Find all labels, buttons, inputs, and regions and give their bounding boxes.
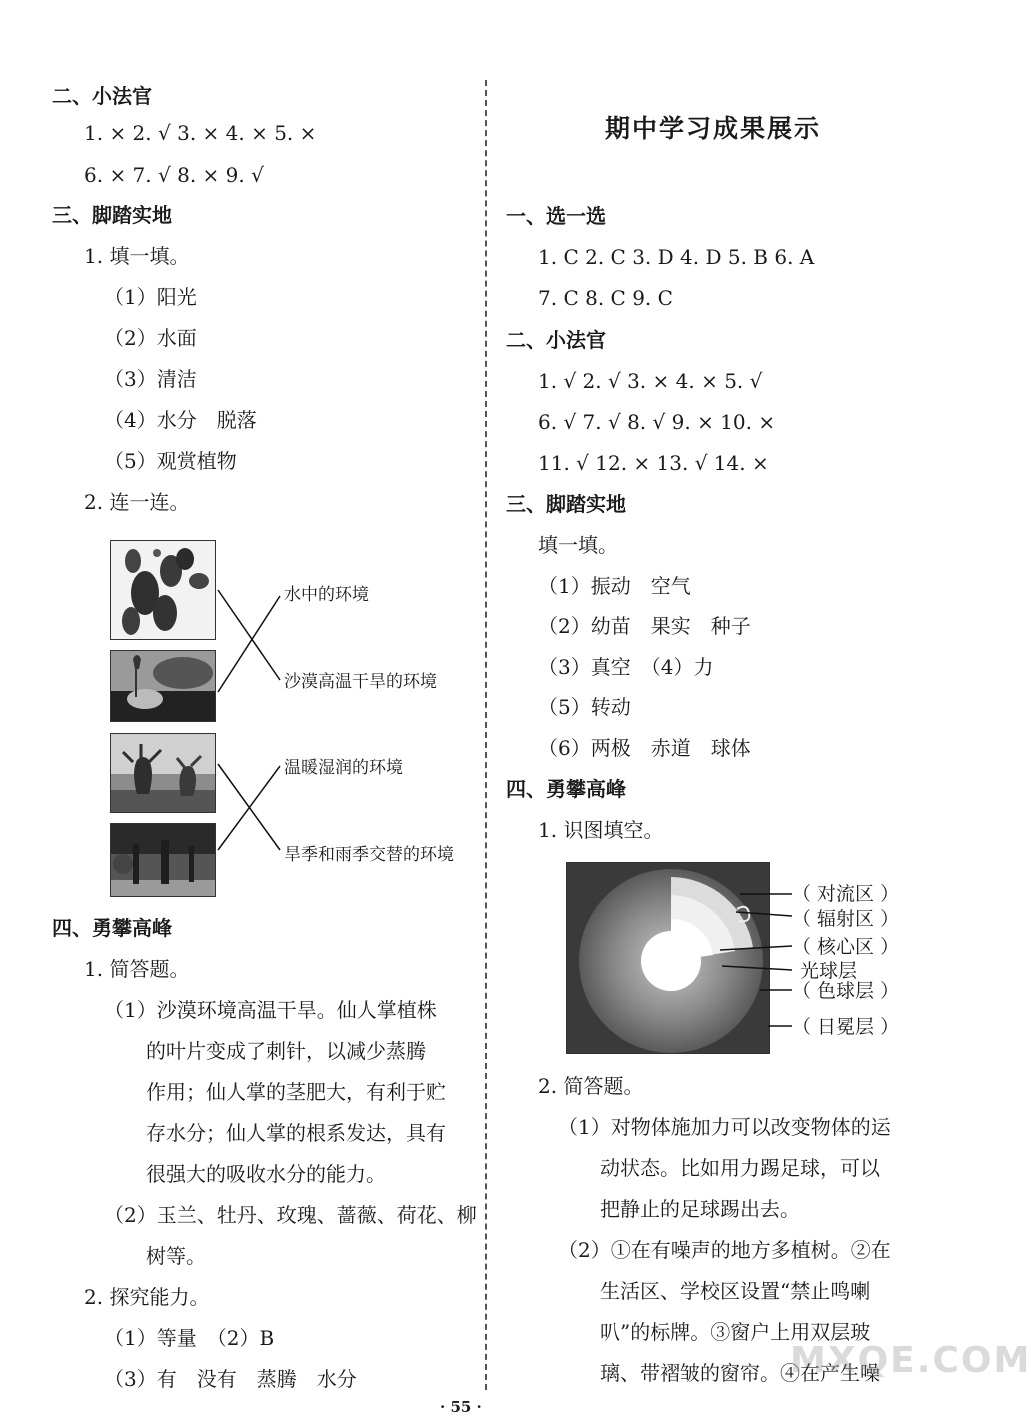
question-title: 2. 连一连。 [84,490,190,514]
lotus-photo [110,650,216,722]
pointer-lines [700,880,800,1040]
matching-lines [214,570,294,870]
sun-layer-label: （ 辐射区 ） [792,908,900,930]
section-heading: 四、勇攀高峰 [52,916,172,940]
match-label: 水中的环境 [284,585,369,605]
answer-line: （3）有 没有 蒸腾 水分 [104,1367,357,1391]
cactus-photo [110,540,216,640]
answer-line: （1）沙漠环境高温干旱。仙人掌植株 [104,998,437,1022]
question-title: 1. 简答题。 [84,957,190,981]
answer-line: 璃、带褶皱的窗帘。④在产生噪 [600,1361,880,1385]
answer-row: 6. × 7. √ 8. × 9. √ [84,163,264,187]
answer-row: 11. √ 12. × 13. √ 14. × [538,451,769,475]
page-title: 期中学习成果展示 [605,114,822,143]
answer-line: （1）等量 （2）B [104,1326,275,1350]
section-heading: 四、勇攀高峰 [506,777,626,801]
answer-line: （2）①在有噪声的地方多植树。②在 [558,1238,891,1262]
answer-item: （4）水分 脱落 [104,408,257,432]
section-heading: 三、脚踏实地 [52,203,172,227]
question-title: 1. 填一填。 [84,244,190,268]
sun-layer-label: 光球层 [800,960,858,982]
section-heading: 三、脚踏实地 [506,492,626,516]
answer-row: 1. √ 2. √ 3. × 4. × 5. √ [538,369,763,393]
answer-line: （2）玉兰、牡丹、玫瑰、蔷薇、荷花、柳 [104,1203,477,1227]
match-label: 温暖湿润的环境 [284,758,403,778]
answer-item: （3）清洁 [104,367,197,391]
answer-line: 树等。 [146,1244,206,1268]
answer-item: （3）真空 （4）力 [538,655,714,679]
answer-item: （2）幼苗 果实 种子 [538,614,751,638]
answer-line: （1）对物体施加力可以改变物体的运 [558,1115,891,1139]
section-heading: 二、小法官 [52,84,152,108]
answer-line: 存水分；仙人掌的根系发达，具有 [146,1121,446,1145]
answer-line: 的叶片变成了刺针，以减少蒸腾 [146,1039,426,1063]
match-label: 旱季和雨季交替的环境 [284,845,454,865]
question-title: 2. 探究能力。 [84,1285,210,1309]
page-number: · 55 · [440,1398,482,1416]
answer-item: （5）观赏植物 [104,449,237,473]
answer-line: 动状态。比如用力踢足球，可以 [600,1156,880,1180]
answer-row: 1. × 2. √ 3. × 4. × 5. × [84,121,317,145]
sun-layer-label: （ 对流区 ） [792,883,900,905]
column-divider [485,80,487,1390]
answer-line: 把静止的足球踢出去。 [600,1197,800,1221]
answer-item: （1）振动 空气 [538,574,691,598]
answer-line: 叭”的标牌。③窗户上用双层玻 [600,1320,871,1344]
question-title: 填一填。 [538,533,618,557]
baobab-photo [110,733,216,813]
rainforest-photo [110,823,216,897]
answer-line: 作用；仙人掌的茎肥大，有利于贮 [146,1080,446,1104]
question-title: 1. 识图填空。 [538,818,664,842]
answer-item: （5）转动 [538,695,631,719]
section-heading: 一、选一选 [506,204,606,228]
watermark: MXQE.COM [790,1340,1031,1381]
sun-layer-label: （ 核心区 ） [792,936,900,958]
answer-row: 6. √ 7. √ 8. √ 9. × 10. × [538,410,776,434]
question-title: 2. 简答题。 [538,1074,644,1098]
answer-line: 很强大的吸收水分的能力。 [146,1162,386,1186]
sun-layer-label: （ 日冕层 ） [792,1016,900,1038]
section-heading: 二、小法官 [506,328,606,352]
answer-item: （6）两极 赤道 球体 [538,736,751,760]
answer-row: 1. C 2. C 3. D 4. D 5. B 6. A [538,245,815,269]
match-label: 沙漠高温干旱的环境 [284,672,437,692]
sun-layer-label: （ 色球层 ） [792,980,900,1002]
answer-line: 生活区、学校区设置“禁止鸣喇 [600,1279,871,1303]
answer-row: 7. C 8. C 9. C [538,286,673,310]
answer-item: （1）阳光 [104,285,197,309]
answer-item: （2）水面 [104,326,197,350]
